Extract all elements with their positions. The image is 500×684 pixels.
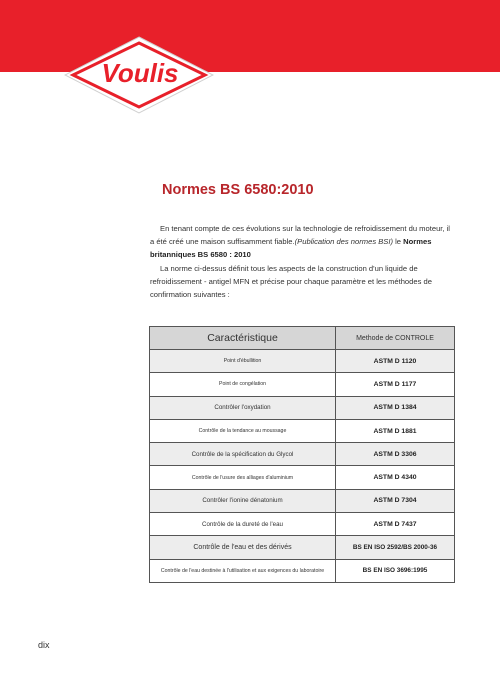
intro-connector: le (393, 237, 404, 246)
characteristic-cell: Contrôler l'oxydation (150, 396, 336, 419)
characteristic-cell: Contrôle de l'eau et des dérivés (150, 536, 336, 559)
method-cell: ASTM D 7304 (336, 489, 455, 512)
intro-bold: Normes britanniques BS 6580 : 2010 (150, 237, 432, 259)
table-row (150, 466, 455, 489)
method-cell: ASTM D 4340 (336, 466, 455, 489)
characteristic-cell: Contrôle de l'eau destinée à l'utilisation et aux exigences du laboratoire (150, 559, 336, 582)
characteristic-cell: Contrôle de la dureté de l'eau (150, 513, 336, 536)
spec-table (149, 326, 455, 583)
table-row (150, 536, 455, 559)
logo-text: Voulis (101, 58, 179, 88)
norm-paragraph: La norme ci-dessus définit tous les aspects de la construction d'un liquide de refroidissement - antigel MFN et précise pour chaque paramètre et les méthodes de confirmation suivantes : (150, 264, 432, 299)
table-row (150, 559, 455, 582)
table-row (150, 489, 455, 512)
header-method: Methode de CONTROLE (336, 327, 455, 350)
method-cell: ASTM D 3306 (336, 443, 455, 466)
characteristic-cell: Contrôler l'ionine dénatonium (150, 489, 336, 512)
table-row (150, 373, 455, 396)
page-number: dix (38, 640, 50, 650)
method-cell: BS EN ISO 2592/BS 2000-36 (336, 536, 455, 559)
characteristic-cell: Point de congélation (150, 373, 336, 396)
characteristic-cell: Contrôle de l'usure des alliages d'aluminium (150, 466, 336, 489)
characteristic-cell: Point d'ébullition (150, 350, 336, 373)
intro-text: En tenant compte de ces évolutions sur la technologie de refroidissement du moteur, il a été créé une maison suffisamment fiable. (150, 224, 450, 246)
table-row (150, 443, 455, 466)
table-row (150, 513, 455, 536)
page-title: Normes BS 6580:2010 (162, 182, 314, 198)
characteristic-cell: Contrôle de la spécification du Glycol (150, 443, 336, 466)
method-cell: ASTM D 7437 (336, 513, 455, 536)
intro-italic: (Publication des normes BSI) (294, 237, 393, 246)
method-cell: ASTM D 1177 (336, 373, 455, 396)
method-cell: ASTM D 1384 (336, 396, 455, 419)
method-cell: BS EN ISO 3696:1995 (336, 559, 455, 582)
intro-paragraph (150, 222, 456, 261)
method-cell: ASTM D 1120 (336, 350, 455, 373)
characteristic-cell: Contrôle de la tendance au moussage (150, 419, 336, 442)
table-row (150, 350, 455, 373)
method-cell: ASTM D 1881 (336, 419, 455, 442)
header-characteristic: Caractéristique (150, 327, 336, 350)
voulis-logo (64, 36, 214, 114)
table-row (150, 396, 455, 419)
table-row (150, 419, 455, 442)
